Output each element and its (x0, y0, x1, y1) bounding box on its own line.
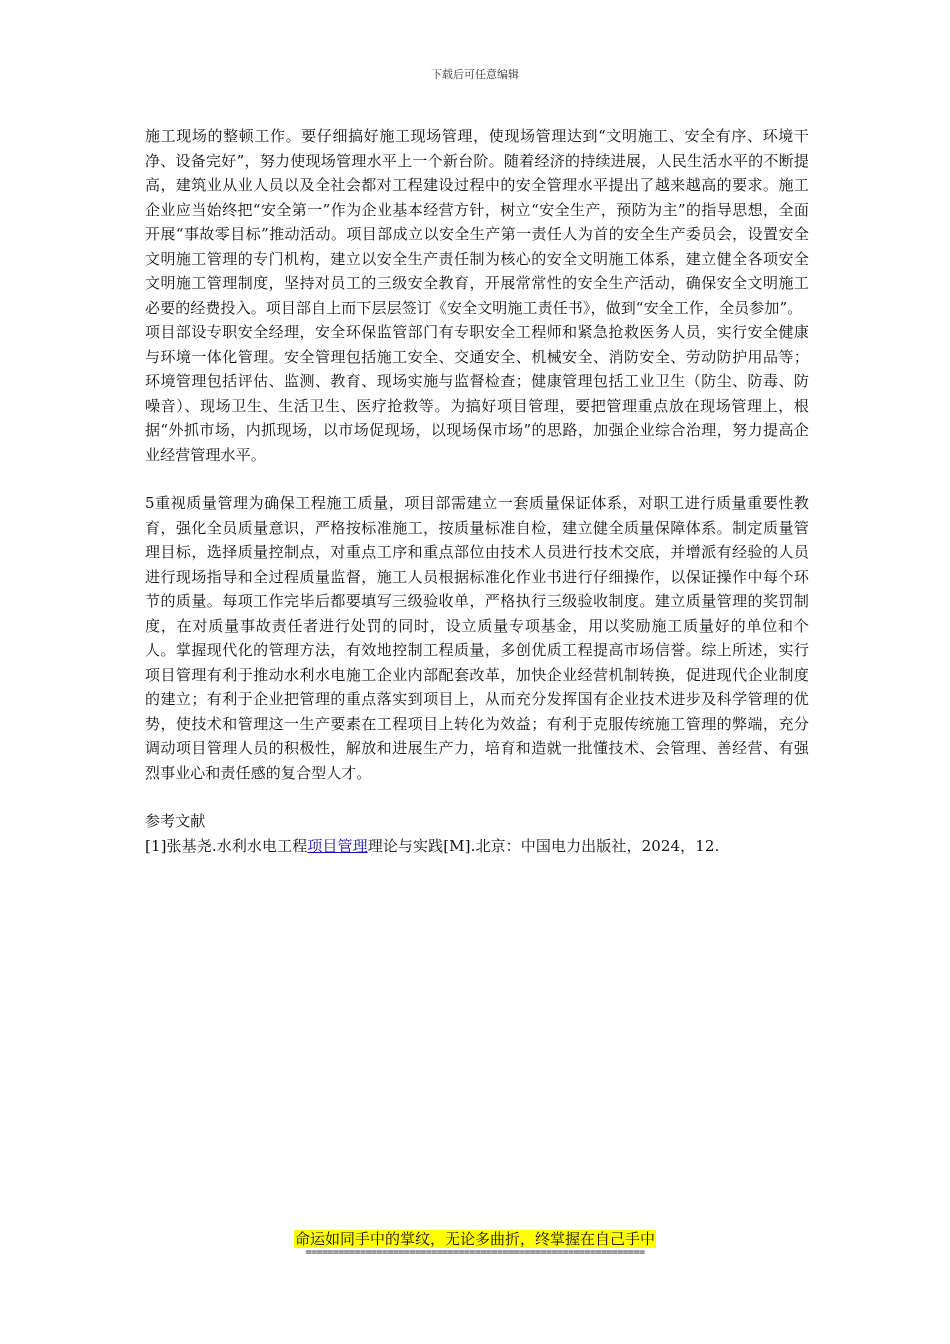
document-body (145, 124, 809, 858)
reference-item-suffix: 理论与实践[M].北京：中国电力出版社，2024，12. (367, 836, 720, 855)
paragraph-spacer (145, 785, 809, 809)
footer-divider: ============================================================== (305, 1247, 645, 1258)
paragraph-health-environment: 项目部设专职安全经理，安全环保监管部门有专职安全工程师和紧急抢救医务人员，实行安全健康与环境一体化管理。安全管理包括施工安全、交通安全、机械安全、消防安全、劳动防护用品等；环境管理包括评估、监测、教育、现场实施与监督检查；健康管理包括工业卫生（防尘、防毒、防噪音）、现场卫生、生活卫生、医疗抢救等。为搞好项目管理，要把管理重点放在现场管理上，根据“外抓市场，内抓现场，以市场促现场，以现场保市场”的思路，加强企业综合治理，努力提高企业经营管理水平。 (145, 323, 809, 464)
reference-link-project-management[interactable]: 项目管理 (307, 836, 368, 855)
paragraph-safety-management: 施工现场的整顿工作。要仔细搞好施工现场管理，使现场管理达到“文明施工、安全有序、环境干净、设备完好”，努力使现场管理水平上一个新台阶。随着经济的持续进展，人民生活水平的不断提高，建筑业从业人员以及全社会都对工程建设过程中的安全管理水平提出了越来越高的要求。施工企业应当始终把“安全第一”作为企业基本经营方针，树立“安全生产，预防为主”的指导思想，全面开展“事故零目标”推动活动。项目部成立以安全生产第一责任人为首的安全生产委员会，设置安全文明施工管理的专门机构，建立以安全生产责任制为核心的安全文明施工体系，建立健全各项安全文明施工管理制度，坚持对员工的三级安全教育，开展常常性的安全生产活动，确保安全文明施工必要的经费投入。项目部自上而下层层签订《安全文明施工责任书》，做到“安全工作，全员参加”。 (145, 127, 809, 317)
paragraph-spacer (145, 467, 809, 491)
paragraph-quality-management: 5重视质量管理为确保工程施工质量，项目部需建立一套质量保证体系，对职工进行质量重要性教育，强化全员质量意识，严格按标准施工，按质量标准自检，建立健全质量保障体系。制定质量管理目标，选择质量控制点，对重点工序和重点部位由技术人员进行技术交底，并增派有经验的人员进行现场指导和全过程质量监督，施工人员根据标准化作业书进行仔细操作，以保证操作中每个环节的质量。每项工作完毕后都要填写三级验收单，严格执行三级验收制度。建立质量管理的奖罚制度，在对质量事故责任者进行处罚的同时，设立质量专项基金，用以奖励施工质量好的单位和个人。掌握现代化的管理方法，有效地控制工程质量，多创优质工程提高市场信誉。综上所述，实行项目管理有利于推动水利水电施工企业内部配套改革，加快企业经营机制转换，促进现代企业制度的建立；有利于企业把管理的重点落实到项目上，从而充分发挥国有企业技术进步及科学管理的优势，使技术和管理这一生产要素在工程项目上转化为效益；有利于克服传统施工管理的弊端，充分调动项目管理人员的积极性，解放和进展生产力，培育和造就一批懂技术、会管理、善经营、有强烈事业心和责任感的复合型人才。 (145, 494, 809, 782)
reference-item (145, 834, 809, 859)
header-note: 下载后可任意编辑 (431, 68, 519, 81)
reference-item-prefix: [1]张基尧.水利水电工程 (145, 836, 308, 855)
references-heading: 参考文献 (145, 812, 206, 830)
footer-motto-text: 命运如同手中的掌纹，无论多曲折，终掌握在自己手中 (294, 1230, 655, 1248)
